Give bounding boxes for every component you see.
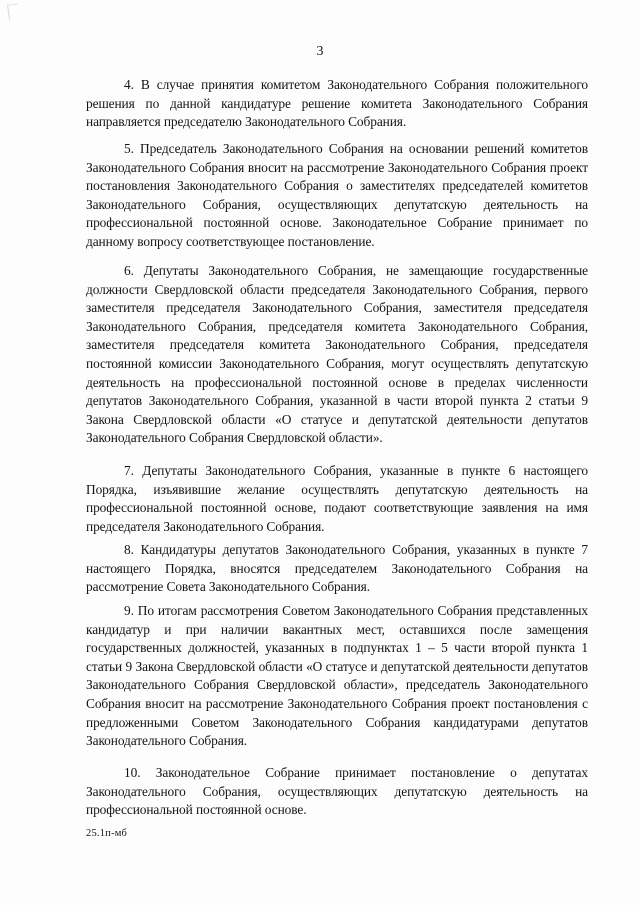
paragraph-5: 5. Председатель Законодательного Собрания на основании решений комитетов Законодательного Собрания вносит на рассмотрение Законодательного Собрания проект постановления Законодательного Собрания о заместителях председателей комитетов Законодательного Собрания, осуществляющих депутатскую деятельность на профессиональной постоянной основе. Законодательное Собрание принимает по данному вопросу соответствующее постановление. [86,141,588,249]
paragraph-9: 9. По итогам рассмотрения Советом Законодательного Собрания представленных кандидатур и при наличии вакантных мест, оставшихся после замещения государственных должностей, указанных в подпунктах 1 – 5 части второй пункта 1 статьи 9 Закона Свердловской области «О статусе и депутатской деятельности депутатов Законодательного Собрания Свердловской области», председатель Законодательного Собрания вносит на рассмотрение Законодательного Собрания проект постановления с предложенными Советом Законодательного Собрания кандидатурами депутатов Законодательного Собрания. [86,603,588,749]
page-number: 3 [316,44,324,59]
paragraph-10: 10. Законодательное Собрание принимает постановление о депутатах Законодательного Собрания, осуществляющих депутатскую деятельность на профессиональной постоянной основе. [86,765,588,818]
paragraph-7: 7. Депутаты Законодательного Собрания, указанные в пункте 6 настоящего Порядка, изъявившие желание осуществлять депутатскую деятельность на профессиональной постоянной основе, подают соответствующие заявления на имя председателя Законодательного Собрания. [86,463,588,534]
paragraph-4: 4. В случае принятия комитетом Законодательного Собрания положительного решения по данной кандидатуре решение комитета Законодательного Собрания направляется председателю Законодательного Собрания. [86,77,588,130]
paragraph-8: 8. Кандидатуры депутатов Законодательного Собрания, указанных в пункте 7 настоящего Порядка, вносятся председателем Законодательного Собрания на рассмотрение Совета Законодательного Собрания. [86,542,588,595]
scan-corner-mark [7,3,20,19]
document-code: 25.1п-мб [86,828,128,839]
paragraph-6: 6. Депутаты Законодательного Собрания, не замещающие государственные должности Свердловской области председателя Законодательного Собрания, первого заместителя председателя Законодательного Собрания, заместителя председателя Законодательного Собрания, председателя комитета Законодательного Собрания, заместителя председателя комитета Законодательного Собрания, председателя постоянной комиссии Законодательного Собрания, могут осуществлять депутатскую деятельность на профессиональной постоянной основе в пределах численности депутатов Законодательного Собрания, указанной в части второй пункта 2 статьи 9 Закона Свердловской области «О статусе и депутатской деятельности депутатов Законодательного Собрания Свердловской области». [86,263,588,446]
